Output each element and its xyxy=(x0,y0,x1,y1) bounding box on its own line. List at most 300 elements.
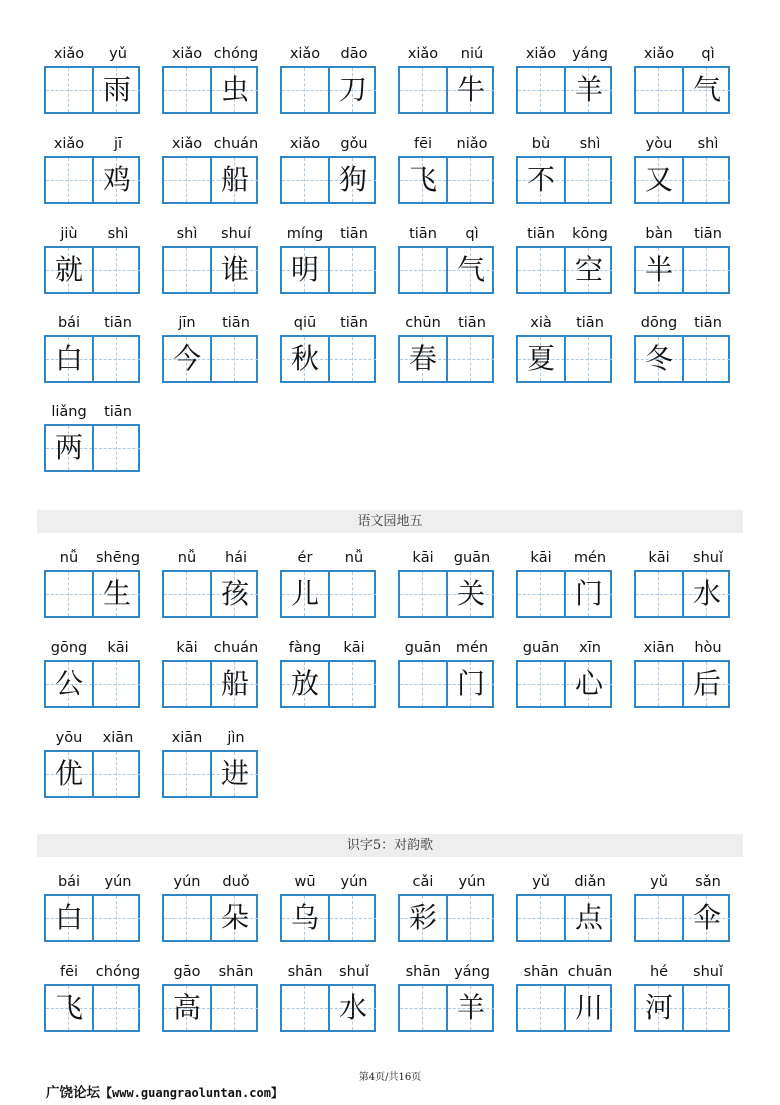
tian-grid-pair xyxy=(44,894,140,942)
word-item xyxy=(634,638,734,728)
pinyin-label: jī xyxy=(113,136,123,152)
word-item xyxy=(280,134,380,224)
hanzi-character: 狗 xyxy=(338,163,367,196)
tian-grid-cell-right[interactable] xyxy=(564,572,612,616)
tian-grid-cell-left[interactable] xyxy=(518,896,564,940)
hanzi-character: 水 xyxy=(338,991,367,1024)
pinyin-label: yún xyxy=(340,874,368,890)
tian-grid-cell-left[interactable] xyxy=(46,572,92,616)
tian-grid-cell-left[interactable] xyxy=(518,248,564,292)
tian-grid-cell-right[interactable] xyxy=(210,337,258,381)
pinyin-label: yòu xyxy=(645,136,673,152)
pinyin-label: wū xyxy=(294,874,316,890)
pinyin-label: chūn xyxy=(405,315,441,331)
tian-grid-cell-left[interactable] xyxy=(636,572,682,616)
pinyin-label: yáng xyxy=(572,46,608,62)
pinyin-label: sǎn xyxy=(695,874,721,890)
pinyin-label: tiān xyxy=(104,315,132,331)
pinyin-label: dāo xyxy=(340,46,368,62)
pinyin-label: yún xyxy=(173,874,201,890)
hanzi-character xyxy=(636,572,682,616)
pinyin-label: chóng xyxy=(213,46,259,62)
tian-grid-pair xyxy=(280,335,376,383)
footer-url: 【www.guangraoluntan.com】 xyxy=(100,1086,283,1100)
hanzi-character: 气 xyxy=(456,253,485,286)
pinyin-label: nǚ xyxy=(59,550,79,566)
hanzi-character xyxy=(518,572,564,616)
tian-grid-pair xyxy=(162,660,258,708)
word-item xyxy=(162,962,262,1052)
pinyin-label: shuǐ xyxy=(693,550,723,566)
hanzi-character xyxy=(400,986,446,1030)
pinyin-label: shuí xyxy=(221,226,251,242)
tian-grid-pair xyxy=(280,984,376,1032)
word-item xyxy=(634,224,734,314)
tian-grid-cell-left[interactable] xyxy=(636,896,682,940)
tian-grid-cell-left[interactable] xyxy=(282,662,328,706)
pinyin-label: diǎn xyxy=(574,874,606,890)
hanzi-character xyxy=(164,896,210,940)
hanzi-character: 公 xyxy=(54,667,83,700)
tian-grid-cell-right[interactable] xyxy=(210,68,258,112)
footer-site-name: 广饶论坛 xyxy=(46,1085,100,1101)
word-item xyxy=(516,224,616,314)
tian-grid-cell-right[interactable] xyxy=(682,986,730,1030)
pinyin-label: jīn xyxy=(178,315,196,331)
tian-grid-cell-right[interactable] xyxy=(92,572,140,616)
pinyin-label: tiān xyxy=(340,315,368,331)
tian-grid-cell-right[interactable] xyxy=(210,986,258,1030)
word-item xyxy=(516,962,616,1052)
tian-grid-cell-left[interactable] xyxy=(400,662,446,706)
hanzi-character xyxy=(94,662,140,706)
tian-grid-cell-right[interactable] xyxy=(328,337,376,381)
pinyin-label: shì xyxy=(579,136,601,152)
tian-grid-pair xyxy=(634,984,730,1032)
hanzi-character xyxy=(636,896,682,940)
tian-grid-pair xyxy=(44,660,140,708)
tian-grid-cell-right[interactable] xyxy=(446,158,494,202)
tian-grid-pair xyxy=(634,660,730,708)
word-item xyxy=(44,638,144,728)
hanzi-character: 船 xyxy=(220,163,249,196)
tian-grid-pair xyxy=(516,660,612,708)
word-item xyxy=(634,44,734,134)
hanzi-character: 空 xyxy=(574,253,603,286)
pinyin-label: guān xyxy=(522,640,560,656)
tian-grid-cell-right[interactable] xyxy=(92,986,140,1030)
pinyin-label: yǔ xyxy=(532,874,550,890)
tian-grid-cell-left[interactable] xyxy=(518,572,564,616)
hanzi-character xyxy=(684,986,730,1030)
tian-grid-cell-right[interactable] xyxy=(210,158,258,202)
word-item xyxy=(44,402,144,492)
hanzi-character xyxy=(518,248,564,292)
pinyin-label: fàng xyxy=(288,640,322,656)
hanzi-character xyxy=(636,662,682,706)
tian-grid-cell-left[interactable] xyxy=(46,68,92,112)
hanzi-character: 就 xyxy=(54,253,83,286)
pinyin-label: qì xyxy=(465,226,479,242)
hanzi-character xyxy=(212,986,258,1030)
hanzi-character xyxy=(164,248,210,292)
word-item xyxy=(162,44,262,134)
hanzi-character: 飞 xyxy=(408,163,437,196)
hanzi-character xyxy=(94,337,140,381)
word-item xyxy=(634,872,734,962)
tian-grid-pair xyxy=(634,570,730,618)
word-item xyxy=(398,44,498,134)
hanzi-character: 夏 xyxy=(526,342,555,375)
tian-grid-cell-right[interactable] xyxy=(92,248,140,292)
word-item xyxy=(280,224,380,314)
tian-grid-cell-left[interactable] xyxy=(164,662,210,706)
tian-grid-cell-left[interactable] xyxy=(636,662,682,706)
word-item xyxy=(516,638,616,728)
hanzi-character: 生 xyxy=(102,577,131,610)
tian-grid-pair xyxy=(44,156,140,204)
pinyin-label: shān xyxy=(523,964,559,980)
hanzi-character: 刀 xyxy=(338,73,367,106)
tian-grid-cell-left[interactable] xyxy=(164,896,210,940)
tian-grid-cell-left[interactable] xyxy=(400,158,446,202)
pinyin-label: shì xyxy=(697,136,719,152)
tian-grid-cell-right[interactable] xyxy=(92,68,140,112)
hanzi-character: 关 xyxy=(456,577,485,610)
tian-grid-pair xyxy=(280,570,376,618)
pinyin-label: bàn xyxy=(645,226,673,242)
tian-grid-cell-left[interactable] xyxy=(46,986,92,1030)
tian-grid-cell-right[interactable] xyxy=(564,986,612,1030)
pinyin-label: míng xyxy=(286,226,324,242)
word-item xyxy=(398,134,498,224)
word-item xyxy=(44,728,144,818)
tian-grid-cell-left[interactable] xyxy=(164,158,210,202)
pinyin-label: xiān xyxy=(643,640,675,656)
pinyin-label: tiān xyxy=(222,315,250,331)
tian-grid-cell-right[interactable] xyxy=(210,896,258,940)
hanzi-character: 鸡 xyxy=(102,163,131,196)
word-row xyxy=(0,402,780,492)
tian-grid-cell-left[interactable] xyxy=(46,896,92,940)
word-item xyxy=(634,548,734,638)
tian-grid-cell-right[interactable] xyxy=(328,248,376,292)
hanzi-character: 优 xyxy=(54,757,83,790)
hanzi-character xyxy=(330,337,376,381)
tian-grid-cell-right[interactable] xyxy=(564,248,612,292)
tian-grid-cell-left[interactable] xyxy=(636,248,682,292)
tian-grid-cell-right[interactable] xyxy=(682,896,730,940)
tian-grid-cell-left[interactable] xyxy=(518,158,564,202)
hanzi-character: 孩 xyxy=(220,577,249,610)
tian-grid-cell-left[interactable] xyxy=(518,68,564,112)
tian-grid-cell-left[interactable] xyxy=(400,68,446,112)
pinyin-label: xiǎo xyxy=(53,46,85,62)
tian-grid-cell-left[interactable] xyxy=(636,986,682,1030)
tian-grid-cell-right[interactable] xyxy=(446,572,494,616)
tian-grid-cell-right[interactable] xyxy=(446,248,494,292)
tian-grid-cell-left[interactable] xyxy=(282,986,328,1030)
hanzi-character: 乌 xyxy=(290,901,319,934)
tian-grid-cell-right[interactable] xyxy=(92,337,140,381)
hanzi-character xyxy=(684,337,730,381)
tian-grid-cell-left[interactable] xyxy=(518,662,564,706)
tian-grid-cell-left[interactable] xyxy=(400,248,446,292)
hanzi-character: 秋 xyxy=(290,342,319,375)
word-item xyxy=(280,962,380,1052)
tian-grid-pair xyxy=(280,894,376,942)
tian-grid-cell-right[interactable] xyxy=(564,662,612,706)
tian-grid-cell-right[interactable] xyxy=(446,896,494,940)
tian-grid-cell-right[interactable] xyxy=(210,662,258,706)
word-item xyxy=(162,548,262,638)
tian-grid-cell-right[interactable] xyxy=(682,337,730,381)
tian-grid-pair xyxy=(398,66,494,114)
pinyin-label: xiān xyxy=(171,730,203,746)
tian-grid-cell-right[interactable] xyxy=(328,662,376,706)
tian-grid-cell-right[interactable] xyxy=(210,248,258,292)
tian-grid-pair xyxy=(44,335,140,383)
pinyin-label: ér xyxy=(297,550,313,566)
tian-grid-cell-right[interactable] xyxy=(446,337,494,381)
word-item xyxy=(280,313,380,403)
pinyin-label: guān xyxy=(453,550,491,566)
pinyin-label: yǔ xyxy=(109,46,127,62)
tian-grid-cell-left[interactable] xyxy=(282,248,328,292)
pinyin-label: shì xyxy=(176,226,198,242)
hanzi-character: 两 xyxy=(54,431,83,464)
hanzi-character: 羊 xyxy=(574,73,603,106)
tian-grid-cell-left[interactable] xyxy=(282,572,328,616)
tian-grid-cell-right[interactable] xyxy=(92,896,140,940)
hanzi-character: 放 xyxy=(290,667,319,700)
word-item xyxy=(162,638,262,728)
tian-grid-pair xyxy=(398,660,494,708)
hanzi-character xyxy=(164,68,210,112)
tian-grid-pair xyxy=(162,984,258,1032)
tian-grid-cell-left[interactable] xyxy=(400,896,446,940)
tian-grid-cell-left[interactable] xyxy=(636,158,682,202)
pinyin-label: yáng xyxy=(454,964,490,980)
hanzi-character: 白 xyxy=(54,342,83,375)
word-row xyxy=(0,134,780,224)
pinyin-label: xiǎo xyxy=(407,46,439,62)
tian-grid-cell-left[interactable] xyxy=(46,248,92,292)
tian-grid-pair xyxy=(44,246,140,294)
word-item xyxy=(634,313,734,403)
tian-grid-pair xyxy=(162,156,258,204)
hanzi-character xyxy=(518,896,564,940)
pinyin-label: yōu xyxy=(55,730,83,746)
pinyin-label: gōng xyxy=(50,640,88,656)
tian-grid-cell-right[interactable] xyxy=(92,426,140,470)
pinyin-label: tiān xyxy=(694,315,722,331)
tian-grid-pair xyxy=(280,66,376,114)
tian-grid-pair xyxy=(516,984,612,1032)
tian-grid-cell-left[interactable] xyxy=(46,752,92,796)
hanzi-character: 羊 xyxy=(456,991,485,1024)
tian-grid-cell-left[interactable] xyxy=(282,896,328,940)
tian-grid-cell-left[interactable] xyxy=(282,337,328,381)
word-item xyxy=(516,134,616,224)
hanzi-character: 气 xyxy=(692,73,721,106)
hanzi-character: 又 xyxy=(644,163,673,196)
hanzi-character xyxy=(330,662,376,706)
tian-grid-pair xyxy=(44,424,140,472)
word-item xyxy=(398,872,498,962)
word-item xyxy=(398,224,498,314)
pinyin-label: xiān xyxy=(102,730,134,746)
tian-grid-cell-left[interactable] xyxy=(164,337,210,381)
hanzi-character: 伞 xyxy=(692,901,721,934)
hanzi-character: 雨 xyxy=(102,73,131,106)
tian-grid-cell-left[interactable] xyxy=(164,68,210,112)
tian-grid-cell-left[interactable] xyxy=(400,337,446,381)
tian-grid-cell-left[interactable] xyxy=(164,986,210,1030)
section-title: 语文园地五 xyxy=(37,510,743,533)
tian-grid-cell-right[interactable] xyxy=(682,662,730,706)
tian-grid-cell-right[interactable] xyxy=(328,158,376,202)
hanzi-character xyxy=(566,158,612,202)
tian-grid-pair xyxy=(634,156,730,204)
tian-grid-pair xyxy=(634,894,730,942)
tian-grid-pair xyxy=(516,246,612,294)
tian-grid-cell-left[interactable] xyxy=(164,752,210,796)
hanzi-character xyxy=(164,158,210,202)
pinyin-label: hé xyxy=(649,964,669,980)
word-item xyxy=(398,548,498,638)
tian-grid-cell-left[interactable] xyxy=(636,337,682,381)
word-item xyxy=(398,638,498,728)
pinyin-label: nǚ xyxy=(177,550,197,566)
tian-grid-cell-left[interactable] xyxy=(164,572,210,616)
pinyin-label: fēi xyxy=(59,964,79,980)
hanzi-character: 彩 xyxy=(408,901,437,934)
pinyin-label: xiǎo xyxy=(171,46,203,62)
tian-grid-cell-left[interactable] xyxy=(282,158,328,202)
footer xyxy=(46,1081,283,1101)
tian-grid-cell-right[interactable] xyxy=(92,662,140,706)
tian-grid-cell-right[interactable] xyxy=(564,68,612,112)
tian-grid-cell-right[interactable] xyxy=(328,896,376,940)
tian-grid-cell-right[interactable] xyxy=(446,662,494,706)
tian-grid-cell-right[interactable] xyxy=(564,158,612,202)
hanzi-character xyxy=(282,68,328,112)
hanzi-character: 飞 xyxy=(54,991,83,1024)
tian-grid-cell-left[interactable] xyxy=(46,337,92,381)
tian-grid-cell-right[interactable] xyxy=(92,752,140,796)
pinyin-label: kāi xyxy=(343,640,365,656)
tian-grid-cell-right[interactable] xyxy=(328,572,376,616)
pinyin-label: tiān xyxy=(576,315,604,331)
tian-grid-pair xyxy=(162,246,258,294)
pinyin-label: chóng xyxy=(95,964,141,980)
tian-grid-cell-left[interactable] xyxy=(518,337,564,381)
tian-grid-cell-left[interactable] xyxy=(400,986,446,1030)
hanzi-character xyxy=(400,248,446,292)
word-item xyxy=(516,313,616,403)
word-item xyxy=(162,728,262,818)
tian-grid-cell-left[interactable] xyxy=(164,248,210,292)
hanzi-character: 春 xyxy=(408,342,437,375)
tian-grid-cell-left[interactable] xyxy=(46,158,92,202)
hanzi-character xyxy=(400,572,446,616)
tian-grid-cell-right[interactable] xyxy=(210,752,258,796)
tian-grid-cell-right[interactable] xyxy=(446,986,494,1030)
tian-grid-cell-left[interactable] xyxy=(46,426,92,470)
hanzi-character xyxy=(448,337,494,381)
pinyin-label: yún xyxy=(458,874,486,890)
tian-grid-pair xyxy=(162,66,258,114)
tian-grid-cell-right[interactable] xyxy=(210,572,258,616)
tian-grid-cell-right[interactable] xyxy=(682,158,730,202)
tian-grid-cell-left[interactable] xyxy=(636,68,682,112)
tian-grid-pair xyxy=(44,570,140,618)
tian-grid-cell-right[interactable] xyxy=(92,158,140,202)
tian-grid-cell-left[interactable] xyxy=(518,986,564,1030)
pinyin-label: bái xyxy=(57,315,81,331)
pinyin-label: kāi xyxy=(648,550,670,566)
pinyin-label: mén xyxy=(455,640,489,656)
tian-grid-pair xyxy=(516,335,612,383)
hanzi-character xyxy=(164,572,210,616)
tian-grid-cell-right[interactable] xyxy=(328,68,376,112)
pinyin-label: bù xyxy=(531,136,551,152)
word-item xyxy=(44,548,144,638)
tian-grid-cell-right[interactable] xyxy=(564,337,612,381)
tian-grid-pair xyxy=(398,246,494,294)
tian-grid-pair xyxy=(516,894,612,942)
tian-grid-cell-right[interactable] xyxy=(446,68,494,112)
pinyin-label: chuān xyxy=(567,964,613,980)
word-item xyxy=(516,44,616,134)
pinyin-label: niǎo xyxy=(456,136,488,152)
pinyin-label: tiān xyxy=(104,404,132,420)
page-number: 第4页/共16页 xyxy=(358,1072,422,1083)
pinyin-label: shuǐ xyxy=(339,964,369,980)
tian-grid-cell-right[interactable] xyxy=(682,572,730,616)
tian-grid-cell-left[interactable] xyxy=(46,662,92,706)
tian-grid-cell-right[interactable] xyxy=(564,896,612,940)
word-item xyxy=(634,962,734,1052)
word-item xyxy=(280,44,380,134)
tian-grid-cell-left[interactable] xyxy=(282,68,328,112)
hanzi-character: 朵 xyxy=(220,901,249,934)
pinyin-label: shuǐ xyxy=(693,964,723,980)
pinyin-label: hái xyxy=(224,550,248,566)
hanzi-character: 心 xyxy=(574,667,603,700)
pinyin-label: tiān xyxy=(340,226,368,242)
hanzi-character: 今 xyxy=(172,342,201,375)
hanzi-character: 冬 xyxy=(644,342,673,375)
pinyin-label: xiǎo xyxy=(289,136,321,152)
pinyin-label: qiū xyxy=(293,315,317,331)
tian-grid-pair xyxy=(398,570,494,618)
pinyin-label: kāi xyxy=(107,640,129,656)
pinyin-label: xiǎo xyxy=(643,46,675,62)
word-item xyxy=(398,962,498,1052)
tian-grid-cell-right[interactable] xyxy=(328,986,376,1030)
hanzi-character: 门 xyxy=(456,667,485,700)
hanzi-character: 儿 xyxy=(290,577,319,610)
tian-grid-cell-right[interactable] xyxy=(682,68,730,112)
tian-grid-cell-left[interactable] xyxy=(400,572,446,616)
tian-grid-cell-right[interactable] xyxy=(682,248,730,292)
pinyin-label: jiù xyxy=(60,226,78,242)
word-row xyxy=(0,44,780,134)
tian-grid-pair xyxy=(162,335,258,383)
word-item xyxy=(516,548,616,638)
